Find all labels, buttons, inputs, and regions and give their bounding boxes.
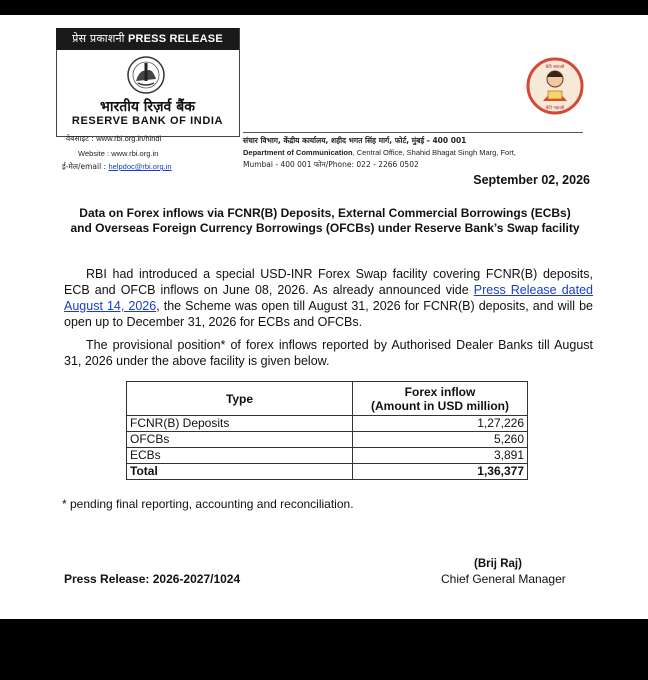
band-hindi: प्रेस प्रकाशनी bbox=[72, 32, 125, 45]
release-title: Data on Forex inflows via FCNR(B) Deposits, External Commercial Borrowings (ECBs) and Overseas Foreign Currency Borrowings (OFCBs) under Reserve Bank’s Swap facility bbox=[70, 206, 580, 235]
column-header-inflow bbox=[353, 382, 528, 416]
press-release-link[interactable]: Press Release dated August 14, 2026 bbox=[64, 283, 593, 313]
department-english-line2: Mumbai - 400 001 फोन/Phone: 022 - 2266 0502 bbox=[243, 160, 419, 169]
website-label: Website : bbox=[78, 149, 112, 158]
website-hindi-line bbox=[66, 134, 161, 144]
rbi-emblem-icon bbox=[126, 55, 166, 95]
email-line bbox=[62, 162, 172, 172]
logo-bottom-text: बेटी पढ़ाओ bbox=[545, 106, 565, 111]
paragraph-2: The provisional position* of forex inflows reported by Authorised Dealer Banks till August 31, 2026 under the above facility is given below. bbox=[64, 338, 593, 368]
press-release-page bbox=[0, 15, 648, 619]
band-english: PRESS RELEASE bbox=[127, 33, 223, 45]
department-english-bold: Department of Communication bbox=[243, 148, 353, 157]
forex-inflow-table bbox=[126, 381, 528, 480]
website-hindi-url[interactable]: www.rbi.org.in/hindi bbox=[96, 134, 162, 143]
row-type: FCNR(B) Deposits bbox=[127, 416, 353, 432]
row-value: 5,260 bbox=[353, 432, 528, 448]
total-value: 1,36,377 bbox=[353, 464, 528, 480]
department-address bbox=[243, 132, 583, 171]
press-release-number: Press Release: 2026-2027/1024 bbox=[64, 572, 241, 586]
row-value: 1,27,226 bbox=[353, 416, 528, 432]
footnote: * pending final reporting, accounting and reconciliation. bbox=[62, 497, 354, 511]
column-header-type: Type bbox=[127, 382, 353, 416]
total-label: Total bbox=[127, 464, 353, 480]
paragraph-1-text-b: , the Scheme was open till August 31, 2026 for FCNR(B) deposits, and will be open up to December 31, 2026 for ECBs and OFCBs. bbox=[64, 299, 593, 329]
email-link[interactable]: helpdoc@rbi.org.in bbox=[108, 162, 172, 171]
signatory-name: (Brij Raj) bbox=[474, 558, 522, 570]
org-name-english: RESERVE BANK OF INDIA bbox=[71, 115, 224, 127]
row-type: OFCBs bbox=[127, 432, 353, 448]
table-row bbox=[127, 416, 528, 432]
logo-top-text: बेटी बचाओ bbox=[545, 65, 565, 70]
beti-bachao-logo-icon bbox=[526, 57, 584, 115]
department-hindi: संचार विभाग, केंद्रीय कार्यालय, शहीद भगत सिंह मार्ग, फोर्ट, मुंबई - 400 001 bbox=[243, 136, 467, 145]
table-row bbox=[127, 432, 528, 448]
signatory-title: Chief General Manager bbox=[441, 572, 566, 586]
table-row bbox=[127, 448, 528, 464]
department-english-rest: , Central Office, Shahid Bhagat Singh Marg, Fort, bbox=[352, 148, 516, 157]
paragraph-1 bbox=[64, 266, 593, 330]
row-value: 3,891 bbox=[353, 448, 528, 464]
release-date: September 02, 2026 bbox=[473, 173, 590, 187]
table-header-row bbox=[127, 382, 528, 416]
column-header-inflow-line2: (Amount in USD million) bbox=[371, 398, 509, 413]
department-english bbox=[243, 147, 583, 159]
email-label: ई-मेल/email : bbox=[62, 162, 109, 171]
website-hindi-label: वेबसाइट : bbox=[66, 134, 97, 143]
website-line bbox=[78, 149, 158, 158]
org-name-hindi: भारतीय रिज़र्व बैंक bbox=[100, 99, 195, 115]
paragraph-1-text-a: RBI had introduced a special USD-INR Forex Swap facility covering FCNR(B) deposits, ECB and OFCB inflows on June 08, 2026. As already announced vide bbox=[64, 267, 593, 297]
row-type: ECBs bbox=[127, 448, 353, 464]
table-total-row bbox=[127, 464, 528, 480]
website-url[interactable]: www.rbi.org.in bbox=[111, 149, 159, 158]
column-header-inflow-line1: Forex inflow bbox=[404, 384, 476, 399]
press-release-band bbox=[56, 28, 239, 50]
